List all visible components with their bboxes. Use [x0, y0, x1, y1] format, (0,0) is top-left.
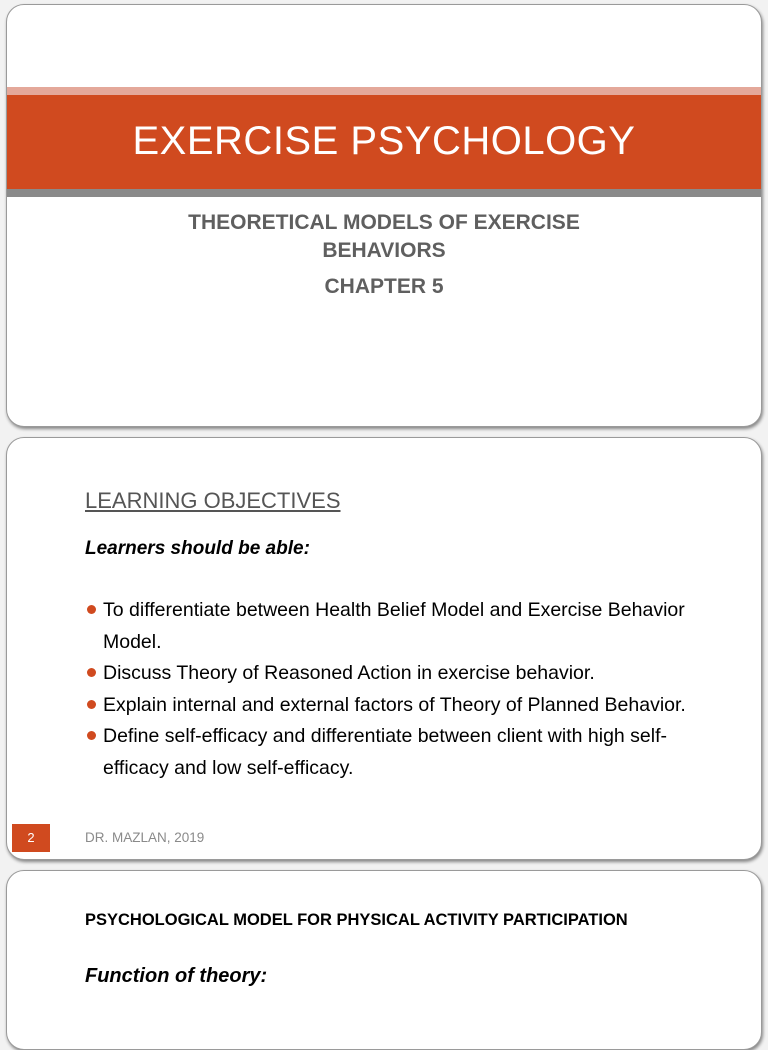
slide-2 — [6, 437, 762, 860]
learning-objectives-heading: LEARNING OBJECTIVES — [85, 488, 341, 513]
bullet-dot-icon — [87, 668, 96, 677]
lead-text: Learners should be able: — [85, 538, 310, 559]
slide-3-heading: PSYCHOLOGICAL MODEL FOR PHYSICAL ACTIVITY PARTICIPATION — [85, 911, 628, 929]
footer-text: DR. MAZLAN, 2019 — [85, 830, 205, 845]
list-item — [85, 595, 725, 658]
subtitle-line-1: THEORETICAL MODELS OF EXERCISE — [188, 211, 580, 234]
list-item — [85, 721, 725, 784]
title-bottom-band — [7, 189, 761, 197]
bullet-dot-icon — [87, 731, 96, 740]
slide-1 — [6, 4, 762, 427]
function-of-theory-label: Function of theory: — [85, 965, 268, 987]
subtitle-line-2: BEHAVIORS — [322, 239, 446, 262]
list-item — [85, 690, 725, 722]
bullet-dot-icon — [87, 605, 96, 614]
bullet-dot-icon — [87, 700, 96, 709]
list-item-text: Define self-efficacy and differentiate between client with high self-efficacy and low self-efficacy. — [103, 725, 668, 779]
list-item-text: Explain internal and external factors of Theory of Planned Behavior. — [103, 693, 686, 716]
list-item — [85, 658, 725, 690]
objectives-list — [85, 595, 725, 784]
chapter-label: CHAPTER 5 — [324, 275, 444, 298]
title-top-band — [7, 87, 761, 95]
page-number-badge: 2 — [12, 824, 50, 852]
slide-3 — [6, 870, 762, 1050]
list-item-text: Discuss Theory of Reasoned Action in exercise behavior. — [103, 662, 595, 684]
slide-title: EXERCISE PSYCHOLOGY — [132, 119, 636, 163]
list-item-text: To differentiate between Health Belief Model and Exercise Behavior Model. — [103, 599, 685, 653]
